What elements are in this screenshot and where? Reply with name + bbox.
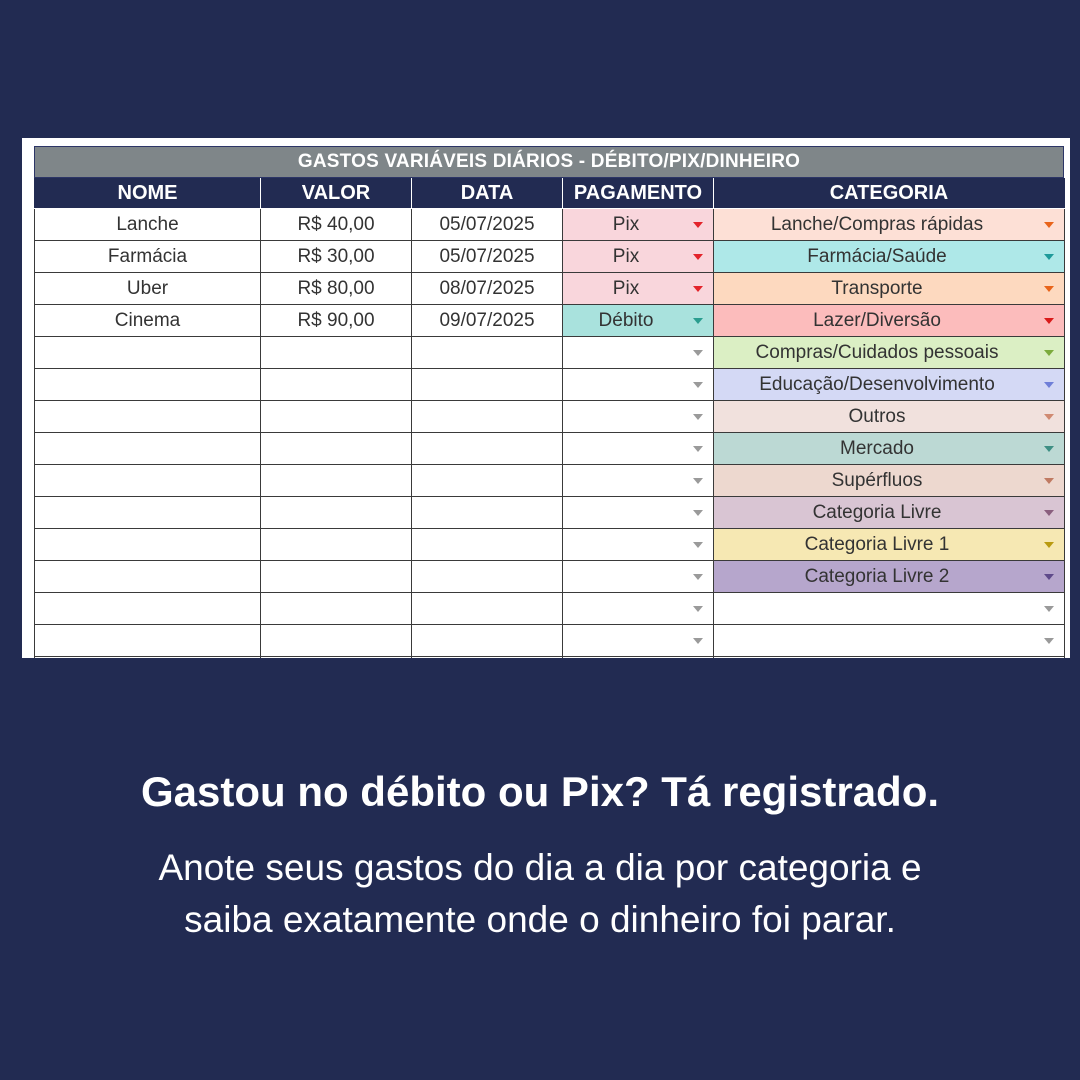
categoria-value: Outros [848, 405, 906, 427]
table-row [35, 657, 1065, 659]
table-row [35, 273, 1065, 305]
cell-data[interactable] [412, 337, 563, 369]
cell-valor[interactable] [261, 497, 412, 529]
dropdown-arrow-icon[interactable] [693, 350, 703, 356]
cell-pagamento-dropdown[interactable] [563, 433, 714, 465]
headline: Gastou no débito ou Pix? Tá registrado. [140, 768, 940, 815]
cell-categoria-dropdown[interactable] [714, 305, 1065, 337]
cell-nome[interactable]: Lanche [35, 209, 261, 241]
cell-pagamento-dropdown[interactable] [563, 241, 714, 273]
cell-nome[interactable] [35, 465, 261, 497]
cell-nome[interactable]: Farmácia [35, 241, 261, 273]
pagamento-value: Débito [598, 309, 654, 331]
pagamento-value: Pix [612, 277, 640, 299]
dropdown-arrow-icon[interactable] [693, 318, 703, 324]
table-row [35, 497, 1065, 529]
cell-pagamento-dropdown[interactable] [563, 561, 714, 593]
cell-data[interactable]: 05/07/2025 [412, 209, 563, 241]
cell-valor[interactable] [261, 657, 412, 659]
categoria-value: Lanche/Compras rápidas [770, 213, 984, 235]
cell-valor[interactable] [261, 401, 412, 433]
cell-data[interactable] [412, 465, 563, 497]
cell-nome[interactable] [35, 529, 261, 561]
cell-valor[interactable]: R$ 90,00 [261, 305, 412, 337]
cell-valor[interactable] [261, 561, 412, 593]
expenses-table [34, 178, 1065, 658]
dropdown-arrow-icon[interactable] [1044, 478, 1054, 484]
categoria-value: Categoria Livre [812, 501, 942, 523]
cell-categoria-dropdown[interactable] [714, 401, 1065, 433]
cell-nome[interactable] [35, 593, 261, 625]
column-header-nome[interactable]: NOME [35, 178, 261, 209]
spreadsheet [34, 146, 1064, 658]
table-row [35, 433, 1065, 465]
cell-nome[interactable] [35, 657, 261, 659]
cell-valor[interactable] [261, 593, 412, 625]
description-line-2: saiba exatamente onde o dinheiro foi parar. [184, 899, 896, 940]
cell-categoria-dropdown[interactable] [714, 625, 1065, 657]
cell-data[interactable] [412, 529, 563, 561]
cell-categoria-dropdown[interactable] [714, 657, 1065, 659]
cell-pagamento-dropdown[interactable] [563, 465, 714, 497]
dropdown-arrow-icon[interactable] [693, 446, 703, 452]
dropdown-arrow-icon[interactable] [1044, 510, 1054, 516]
cell-categoria-dropdown[interactable] [714, 529, 1065, 561]
cell-data[interactable]: 05/07/2025 [412, 241, 563, 273]
cell-data[interactable] [412, 401, 563, 433]
spreadsheet-screenshot [22, 138, 1070, 658]
column-header-pagamento[interactable]: PAGAMENTO [563, 178, 714, 209]
pagamento-value: Pix [612, 213, 640, 235]
cell-valor[interactable]: R$ 40,00 [261, 209, 412, 241]
cell-data[interactable] [412, 561, 563, 593]
cell-data[interactable] [412, 625, 563, 657]
categoria-value: Farmácia/Saúde [807, 245, 947, 267]
cell-pagamento-dropdown[interactable] [563, 305, 714, 337]
categoria-value: Educação/Desenvolvimento [759, 373, 995, 395]
cell-nome[interactable] [35, 337, 261, 369]
dropdown-arrow-icon[interactable] [1044, 446, 1054, 452]
cell-pagamento-dropdown[interactable] [563, 209, 714, 241]
column-header-valor[interactable]: VALOR [261, 178, 412, 209]
dropdown-arrow-icon[interactable] [693, 606, 703, 612]
cell-data[interactable] [412, 657, 563, 659]
dropdown-arrow-icon[interactable] [1044, 638, 1054, 644]
cell-data[interactable] [412, 497, 563, 529]
table-row [35, 369, 1065, 401]
cell-valor[interactable] [261, 529, 412, 561]
cell-categoria-dropdown[interactable] [714, 337, 1065, 369]
dropdown-arrow-icon[interactable] [1044, 286, 1054, 292]
cell-categoria-dropdown[interactable] [714, 209, 1065, 241]
cell-data[interactable]: 08/07/2025 [412, 273, 563, 305]
dropdown-arrow-icon[interactable] [1044, 606, 1054, 612]
categoria-value: Mercado [840, 437, 914, 459]
dropdown-arrow-icon[interactable] [1044, 542, 1054, 548]
cell-nome[interactable] [35, 433, 261, 465]
table-row [35, 593, 1065, 625]
cell-nome[interactable] [35, 369, 261, 401]
pagamento-value: Pix [612, 245, 640, 267]
cell-valor[interactable] [261, 337, 412, 369]
table-row [35, 529, 1065, 561]
categoria-value: Categoria Livre 2 [804, 565, 950, 587]
dropdown-arrow-icon[interactable] [693, 382, 703, 388]
cell-pagamento-dropdown[interactable] [563, 529, 714, 561]
cell-pagamento-dropdown[interactable] [563, 593, 714, 625]
dropdown-arrow-icon[interactable] [1044, 350, 1054, 356]
cell-valor[interactable] [261, 625, 412, 657]
cell-nome[interactable]: Cinema [35, 305, 261, 337]
dropdown-arrow-icon[interactable] [693, 286, 703, 292]
dropdown-arrow-icon[interactable] [1044, 382, 1054, 388]
table-row [35, 337, 1065, 369]
cell-categoria-dropdown[interactable] [714, 465, 1065, 497]
cell-categoria-dropdown[interactable] [714, 369, 1065, 401]
cell-categoria-dropdown[interactable] [714, 241, 1065, 273]
cell-pagamento-dropdown[interactable] [563, 273, 714, 305]
column-header-categoria[interactable]: CATEGORIA [714, 178, 1065, 209]
table-body [35, 209, 1065, 659]
table-row [35, 401, 1065, 433]
dropdown-arrow-icon[interactable] [1044, 222, 1054, 228]
cell-pagamento-dropdown[interactable] [563, 625, 714, 657]
cell-nome[interactable] [35, 625, 261, 657]
dropdown-arrow-icon[interactable] [1044, 254, 1054, 260]
cell-categoria-dropdown[interactable] [714, 497, 1065, 529]
cell-nome[interactable] [35, 561, 261, 593]
cell-nome[interactable] [35, 401, 261, 433]
dropdown-arrow-icon[interactable] [693, 574, 703, 580]
table-row [35, 241, 1065, 273]
cell-categoria-dropdown[interactable] [714, 273, 1065, 305]
cell-pagamento-dropdown[interactable] [563, 369, 714, 401]
header-row [35, 178, 1065, 209]
table-row [35, 465, 1065, 497]
cell-valor[interactable] [261, 433, 412, 465]
table-row [35, 209, 1065, 241]
dropdown-arrow-icon[interactable] [693, 638, 703, 644]
cell-nome[interactable] [35, 497, 261, 529]
cell-data[interactable] [412, 433, 563, 465]
dropdown-arrow-icon[interactable] [693, 414, 703, 420]
cell-pagamento-dropdown[interactable] [563, 401, 714, 433]
cell-data[interactable] [412, 369, 563, 401]
dropdown-arrow-icon[interactable] [693, 542, 703, 548]
sheet-title: GASTOS VARIÁVEIS DIÁRIOS - DÉBITO/PIX/DINHEIRO [34, 146, 1064, 178]
cell-categoria-dropdown[interactable] [714, 433, 1065, 465]
dropdown-arrow-icon[interactable] [1044, 318, 1054, 324]
cell-valor[interactable] [261, 369, 412, 401]
categoria-value: Supérfluos [831, 469, 923, 491]
table-row [35, 625, 1065, 657]
dropdown-arrow-icon[interactable] [1044, 414, 1054, 420]
categoria-value: Categoria Livre 1 [804, 533, 950, 555]
column-header-data[interactable]: DATA [412, 178, 563, 209]
cell-categoria-dropdown[interactable] [714, 593, 1065, 625]
dropdown-arrow-icon[interactable] [693, 254, 703, 260]
dropdown-arrow-icon[interactable] [693, 222, 703, 228]
description [0, 842, 1080, 946]
cell-pagamento-dropdown[interactable] [563, 337, 714, 369]
cell-valor[interactable]: R$ 30,00 [261, 241, 412, 273]
dropdown-arrow-icon[interactable] [1044, 574, 1054, 580]
cell-pagamento-dropdown[interactable] [563, 657, 714, 659]
categoria-value: Transporte [831, 277, 923, 299]
cell-data[interactable]: 09/07/2025 [412, 305, 563, 337]
dropdown-arrow-icon[interactable] [693, 478, 703, 484]
cell-nome[interactable]: Uber [35, 273, 261, 305]
cell-valor[interactable] [261, 465, 412, 497]
cell-data[interactable] [412, 593, 563, 625]
description-line-1: Anote seus gastos do dia a dia por categoria e [158, 847, 922, 888]
table-row [35, 305, 1065, 337]
cell-valor[interactable]: R$ 80,00 [261, 273, 412, 305]
table-row [35, 561, 1065, 593]
categoria-value: Compras/Cuidados pessoais [755, 341, 999, 363]
cell-categoria-dropdown[interactable] [714, 561, 1065, 593]
cell-pagamento-dropdown[interactable] [563, 497, 714, 529]
dropdown-arrow-icon[interactable] [693, 510, 703, 516]
categoria-value: Lazer/Diversão [813, 309, 941, 331]
